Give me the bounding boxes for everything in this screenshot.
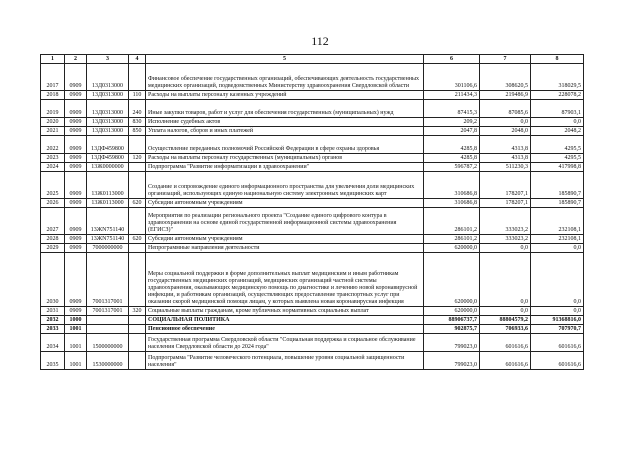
section-code-cell: 0909 [65,235,87,244]
amount-year3-cell: 185890,7 [531,172,584,199]
amount-year1-cell: 301106,6 [424,64,480,91]
description-cell: Уплата налогов, сборов и иных платежей [146,127,424,136]
target-article-cell: 7001317001 [87,253,129,307]
section-code-cell: 0909 [65,64,87,91]
amount-year2-cell: 601616,6 [480,334,531,352]
expense-type-cell [129,325,146,334]
amount-year1-cell: 4285,8 [424,136,480,154]
amount-year2-cell: 2048,0 [480,127,531,136]
section-code-cell: 0909 [65,127,87,136]
table-row [41,253,584,307]
section-code-cell: 0909 [65,163,87,172]
amount-year3-cell: 87903,1 [531,100,584,118]
section-code-cell: 0909 [65,118,87,127]
amount-year1-cell: 209,2 [424,118,480,127]
row-number-cell: 2023 [41,154,65,163]
table-row [41,100,584,118]
amount-year1-cell: 286101,2 [424,235,480,244]
table-row [41,316,584,325]
target-article-cell: 13Ж0113000 [87,199,129,208]
amount-year2-cell: 0,0 [480,253,531,307]
target-article-cell: 13ЖN751140 [87,208,129,235]
row-number-cell: 2020 [41,118,65,127]
row-number-cell: 2018 [41,91,65,100]
header-cell: 7 [480,55,531,64]
amount-year1-cell: 902875,7 [424,325,480,334]
expense-type-cell [129,172,146,199]
page-number: 112 [311,34,329,48]
section-code-cell: 0909 [65,307,87,316]
table-row [41,352,584,370]
budget-table [40,54,584,370]
amount-year2-cell: 0,0 [480,307,531,316]
target-article-cell: 7001317001 [87,307,129,316]
description-cell: Создание и сопровождение единого информационного пространства для увеличения доли медицинских организаций, использующих единую национальную систему электронных медицинских карт [146,172,424,199]
table-row [41,325,584,334]
target-article-cell: 13Ж0000000 [87,163,129,172]
amount-year2-cell: 178207,1 [480,199,531,208]
target-article-cell: 13Д0313000 [87,100,129,118]
section-code-cell: 0909 [65,172,87,199]
section-code-cell: 0909 [65,91,87,100]
table-row [41,172,584,199]
amount-year3-cell: 417998,8 [531,163,584,172]
table-row [41,334,584,352]
amount-year1-cell: 310686,8 [424,199,480,208]
target-article-cell [87,316,129,325]
expense-type-cell: 240 [129,100,146,118]
target-article-cell [87,325,129,334]
target-article-cell: 1500000000 [87,334,129,352]
section-code-cell: 0909 [65,136,87,154]
amount-year2-cell: 333023,2 [480,208,531,235]
table-row [41,163,584,172]
section-code-cell: 1000 [65,316,87,325]
table-row [41,235,584,244]
amount-year2-cell: 601616,6 [480,352,531,370]
row-number-cell: 2030 [41,253,65,307]
amount-year2-cell: 219486,9 [480,91,531,100]
header-cell: 2 [65,55,87,64]
header-cell: 1 [41,55,65,64]
row-number-cell: 2026 [41,199,65,208]
expense-type-cell [129,352,146,370]
amount-year3-cell: 0,0 [531,253,584,307]
amount-year1-cell: 620000,0 [424,307,480,316]
description-cell: Подпрограмма "Развитие информатизации в здравоохранении" [146,163,424,172]
amount-year1-cell: 2047,8 [424,127,480,136]
amount-year3-cell: 232108,1 [531,235,584,244]
header-cell: 3 [87,55,129,64]
row-number-cell: 2022 [41,136,65,154]
row-number-cell: 2033 [41,325,65,334]
expense-type-cell [129,253,146,307]
description-cell: Иные закупки товаров, работ и услуг для обеспечения государственных (муниципальных) нужд [146,100,424,118]
amount-year3-cell: 232108,1 [531,208,584,235]
section-code-cell: 1001 [65,352,87,370]
amount-year2-cell: 0,0 [480,118,531,127]
expense-type-cell: 320 [129,307,146,316]
header-cell: 8 [531,55,584,64]
amount-year3-cell: 4295,5 [531,136,584,154]
row-number-cell: 2035 [41,352,65,370]
amount-year1-cell: 211434,3 [424,91,480,100]
amount-year1-cell: 799023,0 [424,334,480,352]
header-cell: 4 [129,55,146,64]
description-cell: Исполнение судебных актов [146,118,424,127]
table-row [41,127,584,136]
table-row [41,208,584,235]
expense-type-cell: 620 [129,199,146,208]
description-cell: Меры социальной поддержки в форме дополнительных выплат медицинским и иным работникам государственных медицинских организаций, медицинских организаций частной системы здравоохранения, оказывающих медицинскую помощь по диагностике и лечению новой коронавирусной инфекции, и работникам организаций, осуществляющих предоставление транспортных услуг при оказании скорой медицинской помощи лицам, у которых выявлена новая коронавирусная инфекция [146,253,424,307]
amount-year2-cell: 706933,6 [480,325,531,334]
target-article-cell: 13Д0313000 [87,118,129,127]
expense-type-cell: 620 [129,235,146,244]
target-article-cell: 13ДФ459800 [87,154,129,163]
header-cell: 5 [146,55,424,64]
row-number-cell: 2034 [41,334,65,352]
amount-year3-cell: 318029,5 [531,64,584,91]
expense-type-cell [129,316,146,325]
table-row [41,244,584,253]
amount-year2-cell: 4313,8 [480,154,531,163]
row-number-cell: 2028 [41,235,65,244]
amount-year2-cell: 88804579,2 [480,316,531,325]
amount-year2-cell: 0,0 [480,244,531,253]
expense-type-cell: 120 [129,154,146,163]
expense-type-cell: 110 [129,91,146,100]
section-code-cell: 0909 [65,253,87,307]
target-article-cell: 13Ж0113000 [87,172,129,199]
row-number-cell: 2032 [41,316,65,325]
description-cell: Государственная программа Свердловской области "Социальная поддержка и социальное обслуживание населения Свердловской области до 2024 года" [146,334,424,352]
description-cell: Подпрограмма "Развитие человеческого потенциала, повышение уровня социальной защищенности населения" [146,352,424,370]
expense-type-cell [129,136,146,154]
expense-type-cell [129,244,146,253]
table-row [41,64,584,91]
target-article-cell: 13ЖN751140 [87,235,129,244]
amount-year2-cell: 4313,8 [480,136,531,154]
expense-type-cell [129,64,146,91]
row-number-cell: 2025 [41,172,65,199]
table-row [41,154,584,163]
amount-year3-cell: 601616,6 [531,352,584,370]
description-cell: Пенсионное обеспечение [146,325,424,334]
row-number-cell: 2019 [41,100,65,118]
target-article-cell: 7000000000 [87,244,129,253]
table-row [41,91,584,100]
row-number-cell: 2031 [41,307,65,316]
expense-type-cell [129,163,146,172]
section-code-cell: 1001 [65,325,87,334]
amount-year3-cell: 228078,2 [531,91,584,100]
amount-year3-cell: 601616,6 [531,334,584,352]
amount-year3-cell: 91368816,0 [531,316,584,325]
description-cell: Непрограммные направления деятельности [146,244,424,253]
amount-year1-cell: 286101,2 [424,208,480,235]
row-number-cell: 2027 [41,208,65,235]
amount-year2-cell: 87085,6 [480,100,531,118]
amount-year1-cell: 620000,0 [424,253,480,307]
description-cell: Финансовое обеспечение государственных организаций, обеспечивающих деятельность государственных медицинских организаций, подведомственных Министерству здравоохранения Свердловской области [146,64,424,91]
row-number-cell: 2017 [41,64,65,91]
section-code-cell: 0909 [65,199,87,208]
row-number-cell: 2021 [41,127,65,136]
amount-year2-cell: 308620,5 [480,64,531,91]
amount-year3-cell: 2048,2 [531,127,584,136]
table-row [41,199,584,208]
amount-year1-cell: 88906737,7 [424,316,480,325]
description-cell: Субсидии автономным учреждениям [146,199,424,208]
expense-type-cell [129,334,146,352]
section-code-cell: 0909 [65,100,87,118]
section-code-cell: 1001 [65,334,87,352]
amount-year3-cell: 4295,5 [531,154,584,163]
expense-type-cell: 850 [129,127,146,136]
amount-year1-cell: 310686,8 [424,172,480,199]
amount-year3-cell: 707970,7 [531,325,584,334]
amount-year2-cell: 178207,1 [480,172,531,199]
amount-year2-cell: 511230,3 [480,163,531,172]
expense-type-cell: 830 [129,118,146,127]
target-article-cell: 1530000000 [87,352,129,370]
target-article-cell: 13Д0313000 [87,127,129,136]
table-header-row [41,55,584,64]
target-article-cell: 13Д0313000 [87,64,129,91]
amount-year1-cell: 620000,0 [424,244,480,253]
section-code-cell: 0909 [65,208,87,235]
target-article-cell: 13Д0313000 [87,91,129,100]
amount-year3-cell: 185890,7 [531,199,584,208]
amount-year1-cell: 87415,3 [424,100,480,118]
description-cell: Субсидии автономным учреждениям [146,235,424,244]
amount-year3-cell: 0,0 [531,307,584,316]
amount-year3-cell: 0,0 [531,244,584,253]
description-cell: СОЦИАЛЬНАЯ ПОЛИТИКА [146,316,424,325]
description-cell: Мероприятия по реализации регионального проекта "Создание единого цифрового контура в здравоохранении на основе единой государственной информационной системы здравоохранения (ЕГИСЗ)" [146,208,424,235]
table-row [41,136,584,154]
row-number-cell: 2024 [41,163,65,172]
amount-year1-cell: 799023,0 [424,352,480,370]
section-code-cell: 0909 [65,244,87,253]
header-cell: 6 [424,55,480,64]
row-number-cell: 2029 [41,244,65,253]
description-cell: Социальные выплаты гражданам, кроме публичных нормативных социальных выплат [146,307,424,316]
description-cell: Осуществление переданных полномочий Российской Федерации в сфере охраны здоровья [146,136,424,154]
table-row [41,307,584,316]
description-cell: Расходы на выплаты персоналу государственных (муниципальных) органов [146,154,424,163]
amount-year1-cell: 4285,8 [424,154,480,163]
amount-year1-cell: 596787,2 [424,163,480,172]
section-code-cell: 0909 [65,154,87,163]
amount-year3-cell: 0,0 [531,118,584,127]
expense-type-cell [129,208,146,235]
target-article-cell: 13ДФ459800 [87,136,129,154]
table-row [41,118,584,127]
amount-year2-cell: 333023,2 [480,235,531,244]
description-cell: Расходы на выплаты персоналу казенных учреждений [146,91,424,100]
